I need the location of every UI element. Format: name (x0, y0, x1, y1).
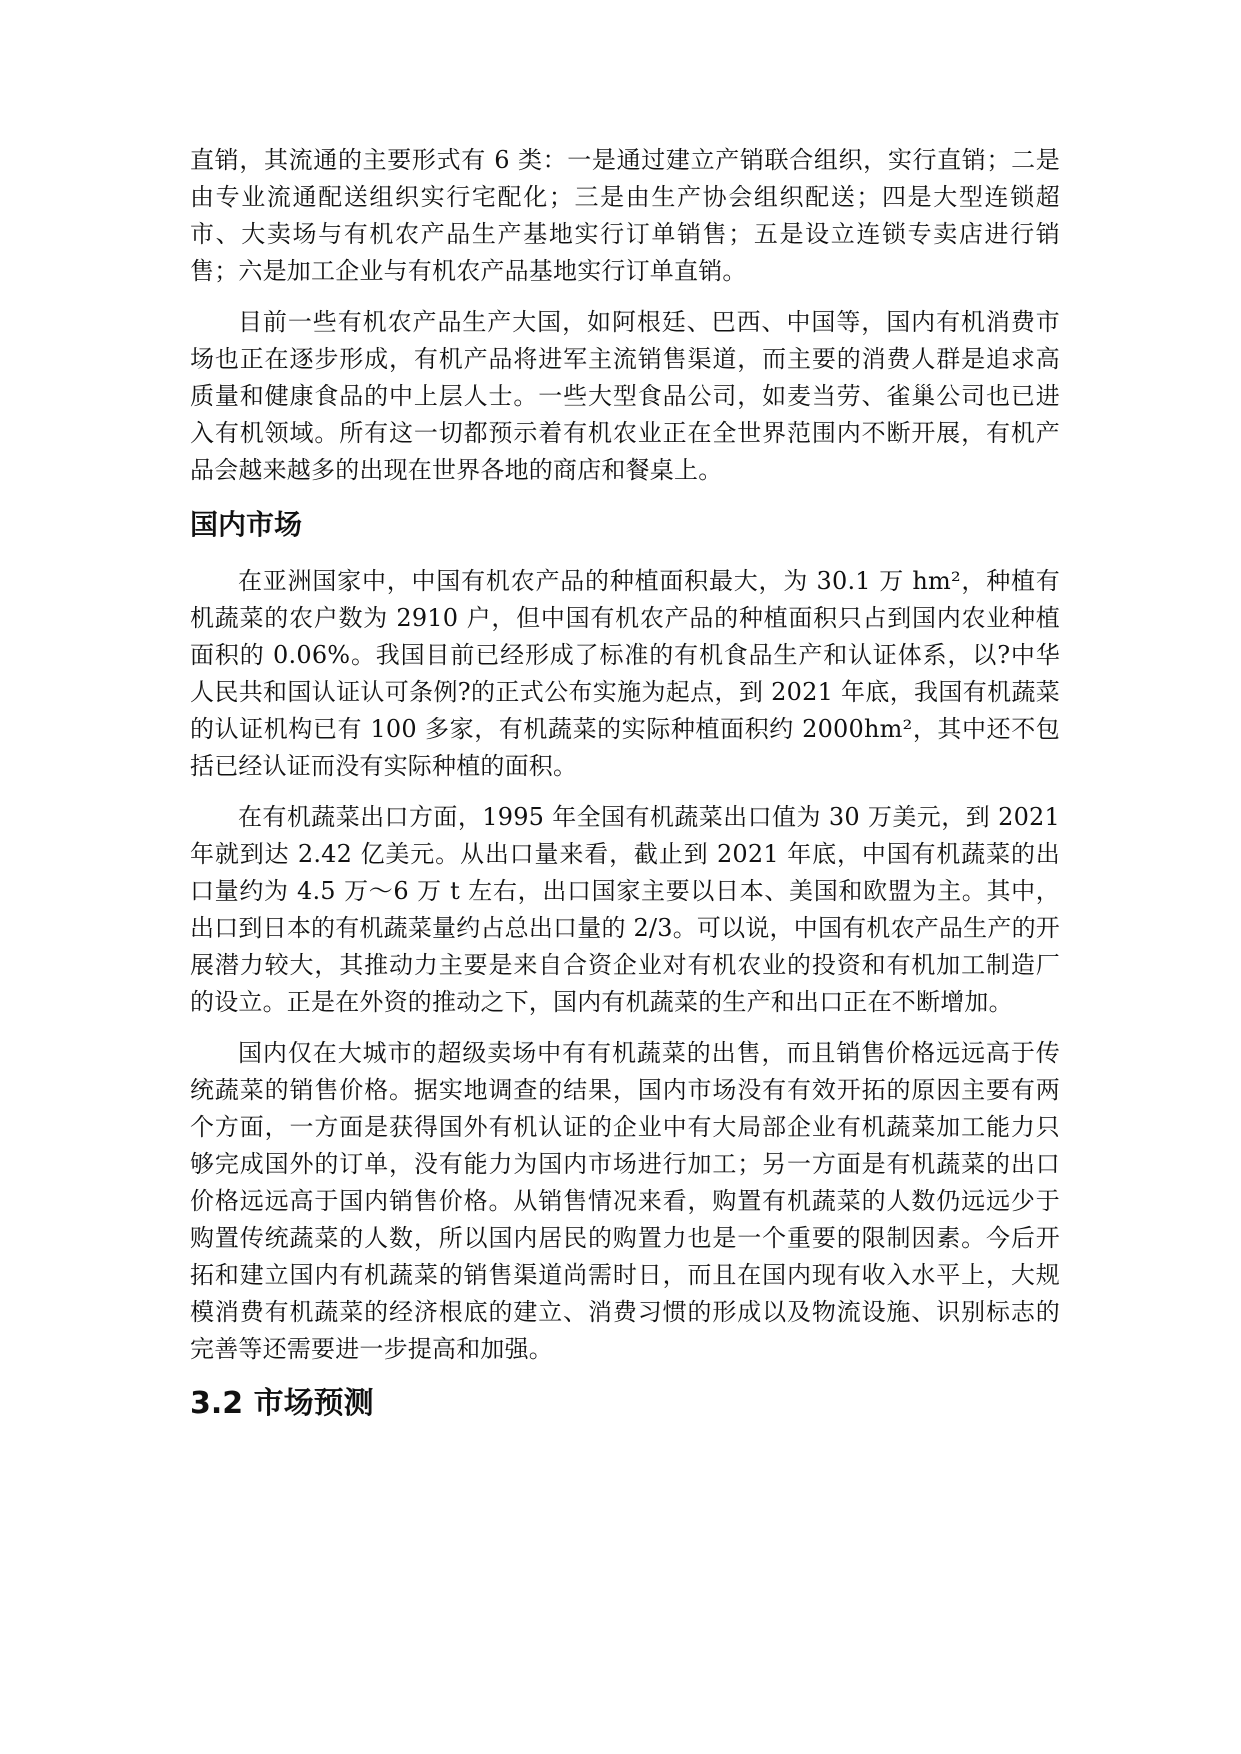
document-body (190, 142, 1060, 1442)
paragraph-distribution-channels: 直销，其流通的主要形式有 6 类：一是通过建立产销联合组织，实行直销；二是由专业流通配送组织实行宅配化；三是由生产协会组织配送；四是大型连锁超市、大卖场与有机农产品生产基地实行订单销售；五是设立连锁专卖店进行销售；六是加工企业与有机农产品基地实行订单直销。 (190, 146, 1060, 285)
paragraph-domestic-planting-area: 在亚洲国家中，中国有机农产品的种植面积最大，为 30.1 万 hm²，种植有机蔬菜的农户数为 2910 户，但中国有机农产品的种植面积只占到国内农业种植面积的 0.06%。我国目前已经形成了标准的有机食品生产和认证体系，以?中华人民共和国认证认可条例?的正式公布实施为起点，到 2021 年底，我国有机蔬菜的认证机构已有 100 多家，有机蔬菜的实际种植面积约 2000hm²，其中还不包括已经认证而没有实际种植的面积。 (190, 567, 1060, 780)
paragraph-international-market: 目前一些有机农产品生产大国，如阿根廷、巴西、中国等，国内有机消费市场也正在逐步形成，有机产品将进军主流销售渠道，而主要的消费人群是追求高质量和健康食品的中上层人士。一些大型食品公司，如麦当劳、雀巢公司也已进入有机领域。所有这一切都预示着有机农业正在全世界范围内不断开展，有机产品会越来越多的出现在世界各地的商店和餐桌上。 (190, 308, 1060, 484)
section-heading-domestic-market: 国内市场 (190, 508, 303, 541)
paragraph-domestic-exports: 在有机蔬菜出口方面，1995 年全国有机蔬菜出口值为 30 万美元，到 2021 年就到达 2.42 亿美元。从出口量来看，截止到 2021 年底，中国有机蔬菜的出口量约为 4.5 万～6 万 t 左右，出口国家主要以日本、美国和欧盟为主。其中，出口到日本的有机蔬菜量约占总出口量的 2/3。可以说，中国有机农产品生产的开展潜力较大，其推动力主要是来自合资企业对有机农业的投资和有机加工制造厂的设立。正是在外资的推动之下，国内有机蔬菜的生产和出口正在不断增加。 (190, 803, 1060, 1016)
paragraph-domestic-sales: 国内仅在大城市的超级卖场中有有机蔬菜的出售，而且销售价格远远高于传统蔬菜的销售价格。据实地调查的结果，国内市场没有有效开拓的原因主要有两个方面，一方面是获得国外有机认证的企业中有大局部企业有机蔬菜加工能力只够完成国外的订单，没有能力为国内市场进行加工；另一方面是有机蔬菜的出口价格远远高于国内销售价格。从销售情况来看，购置有机蔬菜的人数仍远远少于购置传统蔬菜的人数，所以国内居民的购置力也是一个重要的限制因素。今后开拓和建立国内有机蔬菜的销售渠道尚需时日，而且在国内现有收入水平上，大规模消费有机蔬菜的经济根底的建立、消费习惯的形成以及物流设施、识别标志的完善等还需要进一步提高和加强。 (190, 1039, 1060, 1363)
section-heading-market-forecast: 3.2 市场预测 (190, 1386, 374, 1421)
